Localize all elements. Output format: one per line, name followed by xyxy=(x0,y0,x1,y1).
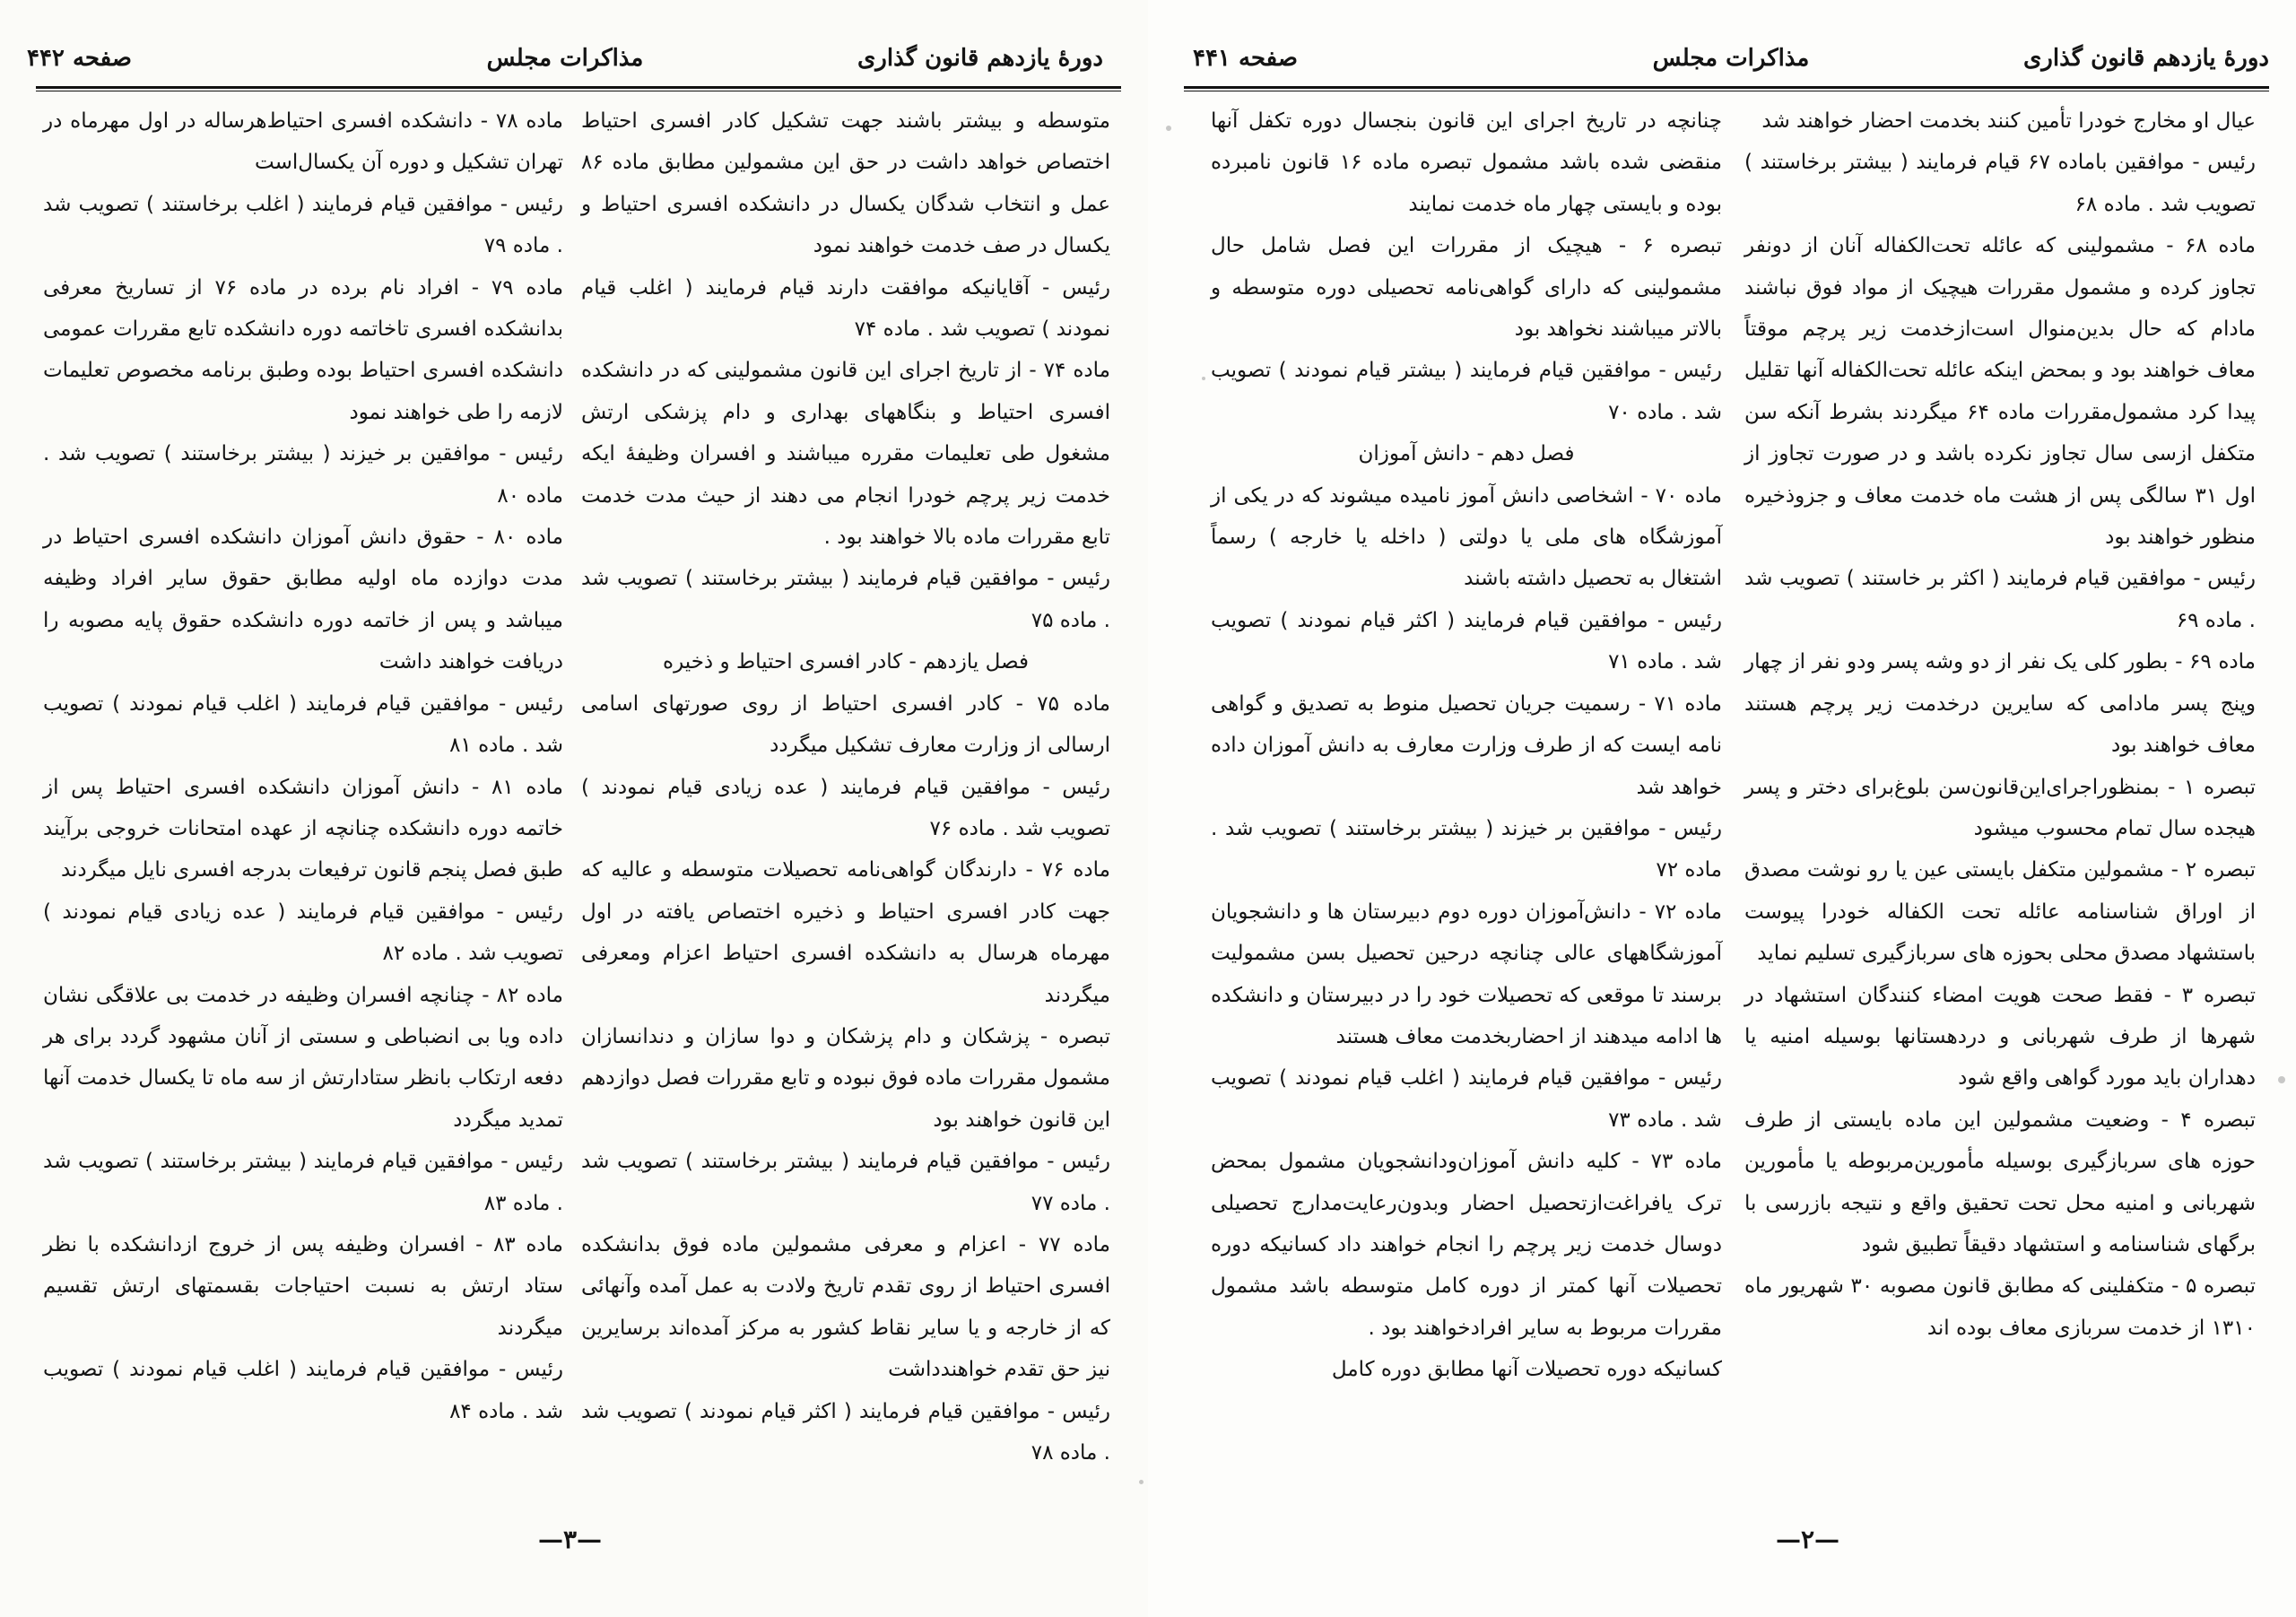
vote-record: رئیس - موافقین قیام فرمایند ( بیشتر برخاستند ) تصویب شد . ماده ۸۳ xyxy=(43,1150,563,1215)
paragraph: کسانیکه دوره تحصیلات آنها مطابق دوره کامل xyxy=(1331,1358,1722,1382)
vote-record: رئیس - موافقین قیام فرمایند ( اکثر قیام نمودند ) تصویب شد . ماده ۷۸ xyxy=(581,1399,1110,1465)
right-page xyxy=(1148,0,2296,1617)
scan-speck xyxy=(1202,377,1205,380)
article-paragraph: ماده ۷۵ - کادر افسری احتیاط از روی صورتهای اسامی ارسالی از وزارت معارف تشکیل میگردد xyxy=(581,691,1110,758)
scan-speck xyxy=(1166,126,1171,131)
article-paragraph: ماده ۷۹ - افراد نام برده در ماده ۷۶ از تساریخ معرفی بدانشکده افسری تاخاتمه دوره دانشکده تابع مقررات عمومی دانشکده افسری احتیاط بوده وطبق برنامه مخصوص تعلیمات لازمه را طی خواهند نمود xyxy=(43,275,564,424)
article-paragraph: ماده ۸۱ - دانش آموزان دانشکده افسری احتیاط پس از خاتمه دوره دانشکده چنانچه از عهده امتحانات خروجی برآیند طبق فصل پنجم قانون ترفیعات بدرجه افسری نایل میگردند xyxy=(43,775,563,882)
vote-record: رئیس - موافقین قیام فرمایند ( اغلب قیام نمودند ) تصویب شد . ماده ۷۳ xyxy=(1211,1066,1722,1132)
page-number: —۲— xyxy=(1776,1525,1840,1554)
vote-record: رئیس - موافقین قیام فرمایند ( اکثر قیام نمودند ) تصویب شد . ماده ۷۱ xyxy=(1211,608,1722,674)
page-label: صفحه ۴۴۲ xyxy=(27,45,132,72)
article-paragraph: ماده ۷۴ - از تاریخ اجرای این قانون مشمولینی که در دانشکده افسری احتیاط و بنگاههای بهداری و دام پزشکی ارتش مشغول طی تعلیمات مقرره میباشند و افسران وظیفهٔ ایکه خدمت زیر پرچم خودرا انجام می دهند از حیث مدت خدمت تابع مقررات ماده بالا خواهند بود . xyxy=(581,359,1110,550)
vote-record: رئیس - موافقین قیام فرمایند ( بیشتر برخاستند ) تصویب شد . ماده ۷۷ xyxy=(581,1150,1110,1215)
header-rule xyxy=(1184,86,2269,89)
article-paragraph: ماده ۷۰ - اشخاصی دانش آموز نامیده میشوند که در یکی از آموزشگاه های ملی یا دولتی ( داخله یا خارجه ) رسماً اشتغال به تحصیل داشته باشند xyxy=(1211,483,1722,591)
scan-speck xyxy=(2278,1076,2285,1083)
note-paragraph: تبصره ۳ - فقط صحت هویت امضاء کنندگان استشهاد در شهرها از طرف شهربانی و دردهستانها بوسیله امنیه یا دهداران باید مورد گواهی واقع شود xyxy=(1744,983,2256,1091)
vote-record: رئیس - موافقین بر خیزند ( بیشتر برخاستند ) تصویب شد . ماده ۷۲ xyxy=(1211,816,1722,882)
paragraph: متوسطه و بیشتر باشند جهت تشکیل کادر افسری احتیاط اختصاص خواهد داشت در حق این مشمولین مطابق ماده ۸۶ عمل و انتخاب شدگان یکسال در دانشکده افسری احتیاط و یکسال در صف خدمت خواهند نمود xyxy=(581,109,1110,258)
note-paragraph: تبصره ۵ - متکفلینی که مطابق قانون مصوبه ۳۰ شهریور ماه ۱۳۱۰ از خدمت سربازی معاف بوده اند xyxy=(1744,1274,2256,1340)
article-paragraph: ماده ۷۳ - کلیه دانش آموزان‌ودانشجویان مشمول بمحض ترک یافراغت‌ازتحصیل احضار وبدون‌رعایت‌مدارج تحصیلی دوسال خدمت زیر پرچم را انجام خواهند داد کسانیکه دوره تحصیلات آنها کمتر از دوره کامل متوسطه باشد مشمول مقررات مربوط به سایر افرادخواهند بود . xyxy=(1211,1150,1722,1340)
vote-record: رئیس - موافقین بر خیزند ( بیشتر برخاستند ) تصویب شد . ماده ۸۰ xyxy=(43,442,563,508)
note-paragraph: تبصره - پزشکان و دام پزشکان و دوا سازان و دندانسازان مشمول مقررات ماده فوق نبوده و تابع مقررات فصل دوازدهم این قانون خواهند بود xyxy=(580,1024,1110,1132)
vote-record: رئیس - موافقین قیام فرمایند ( عده زیادی قیام نمودند ) تصویب شد . ماده ۸۲ xyxy=(43,900,563,966)
scan-speck xyxy=(1139,1480,1144,1484)
vote-record: رئیس - موافقین باماده ۶۷ قیام فرمایند ( بیشتر برخاستند ) تصویب شد . ماده ۶۸ xyxy=(1744,151,2256,216)
right-page-header xyxy=(1184,30,2269,86)
paragraph: عیال او مخارج خودرا تأمین کنند بخدمت احضار خواهند شد xyxy=(1761,109,2256,133)
note-paragraph: تبصره ۶ - هیچیک از مقررات این فصل شامل حال مشمولینی که دارای گواهی‌نامه تحصیلی دوره متوسطه و بالاتر میباشند نخواهد بود xyxy=(1211,234,1722,342)
article-paragraph: ماده ۸۰ - حقوق دانش آموزان دانشکده افسری احتیاط در مدت دوازده ماه اولیه مطابق حقوق سایر افراد وظیفه میباشد و پس از خاتمه دوره دانشکده حقوق پایه مصوبه را دریافت خواهند داشت xyxy=(43,526,564,674)
paragraph: چنانچه در تاریخ اجرای این قانون بنجسال دوره تکفل آنها منقضی شده باشد مشمول تبصره ماده ۱۶ قانون نامبرده بوده و بایستی چهار ماه خدمت نمایند xyxy=(1211,109,1722,216)
page-number: —۳— xyxy=(538,1525,603,1554)
article-paragraph: ماده ۸۲ - چنانچه افسران وظیفه در خدمت بی علاقگی نشان داده ویا بی انضباطی و سستی از آنان مشهود گردد برای هر دفعه ارتکاب بانظر ستادارتش از سه ماه تا یکسال خدمت آنها تمدید میگردد xyxy=(43,983,563,1132)
vote-record: رئیس - آقایانیکه موافقت دارند قیام فرمایند ( اغلب قیام نمودند ) تصویب شد . ماده ۷۴ xyxy=(581,275,1110,342)
right-page-left-column xyxy=(1211,100,1722,1391)
article-paragraph: ماده ۷۸ - دانشکده افسری احتیاط‌هرساله در اول مهرماه در تهران تشکیل و دوره آن یکسال‌است xyxy=(43,109,563,175)
note-paragraph: تبصره ۱ - بمنظوراجرای‌این‌قانون‌سن بلوغ‌برای دختر و پسر هیجده سال تمام محسوب میشود xyxy=(1744,775,2256,840)
vote-record: رئیس - موافقین قیام فرمایند ( اغلب قیام نمودند ) تصویب شد . ماده ۸۱ xyxy=(43,691,563,758)
article-paragraph: ماده ۶۹ - بطور کلی یک نفر از دو وشه پسر ودو نفر از چهار وپنج پسر مادامی که سایرین درخدمت زیر پرچم هستند معاف خواهند بود xyxy=(1744,650,2257,758)
article-paragraph: ماده ۷۶ - دارندگان گواهی‌نامه تحصیلات متوسطه و عالیه که جهت کادر افسری احتیاط و ذخیره اختصاص یافته در اول مهرماه هرسال به دانشکده افسری احتیاط اعزام ومعرفی میگردند xyxy=(581,858,1110,1007)
vote-record: رئیس - موافقین قیام فرمایند ( بیشتر قیام نمودند ) تصویب شد . ماده ۷۰ xyxy=(1211,359,1722,424)
header-rule xyxy=(36,86,1121,89)
vote-record: رئیس - موافقین قیام فرمایند ( اغلب قیام نمودند ) تصویب شد . ماده ۸۴ xyxy=(43,1358,563,1423)
vote-record: رئیس - موافقین قیام فرمایند ( اکثر بر خاستند ) تصویب شد . ماده ۶۹ xyxy=(1744,567,2256,632)
debates-title: مذاکرات مجلس xyxy=(486,45,644,72)
right-page-right-column xyxy=(1744,100,2256,1349)
article-paragraph: ماده ۸۳ - افسران وظیفه پس از خروج ازدانشکده با نظر ستاد ارتش به نسبت احتیاجات بقسمتهای ارتش تقسیم میگردند xyxy=(43,1232,563,1340)
session-title: دورهٔ یازدهم قانون گذاری xyxy=(2022,45,2269,72)
left-page-right-column xyxy=(581,100,1110,1474)
article-paragraph: ماده ۷۱ - رسمیت جریان تحصیل منوط به تصدیق و گواهی نامه ایست که از طرف وزارت معارف به دانش آموزان داده خواهد شد xyxy=(1211,691,1722,799)
left-page-header xyxy=(18,30,1103,86)
note-paragraph: تبصره ۴ - وضعیت مشمولین این ماده بایستی از طرف حوزه های سربازگیری بوسیله مأمورین‌مربوطه یا مأمورین شهربانی و امنیه محل تحت تحقیق واقع و نتیجه بازرسی با برگهای شناسنامه و استشهاد دقیقاً تطبیق شود xyxy=(1744,1108,2257,1256)
debates-title: مذاکرات مجلس xyxy=(1652,45,1810,72)
article-paragraph: ماده ۷۷ - اعزام و معرفی مشمولین ماده فوق بدانشکده افسری احتیاط از روی تقدم تاریخ ولادت به عمل آمده وآنهائی که از خارجه و یا سایر نقاط کشور به مرکز آمده‌اند برسایرین نیز حق تقدم خواهندداشت xyxy=(581,1232,1110,1382)
article-paragraph: ماده ۶۸ - مشمولینی که عائله تحت‌الکفاله آنان از دونفر تجاوز کرده و مشمول مقررات هیچیک از مواد فوق نباشند مادام که حال بدین‌منوال است‌ازخدمت زیر پرچم موقتاً معاف خواهند بود و بمحض اینکه عائله تحت‌الکفاله آنها تقلیل پیدا کرد مشمول‌مقررات ماده ۶۴ میگردند بشرط آنکه سن متکفل ازسی سال تجاوز نکرده باشد و در صورت تجاوز از اول ۳۱ سالگی پس از هشت ماه خدمت معاف و جزوذخیره منظور خواهند بود xyxy=(1744,234,2256,550)
note-paragraph: تبصره ۲ - مشمولین متکفل بایستی عین یا رو نوشت مصدق از اوراق شناسنامه عائله تحت الکفاله خودرا پیوست باستشهاد مصدق محلی بحوزه های سربازگیری تسلیم نماید xyxy=(1744,858,2256,966)
chapter-heading: فصل دهم - دانش آموزان xyxy=(1358,442,1575,466)
vote-record: رئیس - موافقین قیام فرمایند ( اغلب برخاستند ) تصویب شد . ماده ۷۹ xyxy=(43,192,563,258)
page-label: صفحه ۴۴۱ xyxy=(1193,45,1298,72)
vote-record: رئیس - موافقین قیام فرمایند ( عده زیادی قیام نمودند ) تصویب شد . ماده ۷۶ xyxy=(581,775,1110,840)
left-page-left-column xyxy=(43,100,563,1432)
chapter-heading: فصل یازدهم - کادر افسری احتیاط و ذخیره xyxy=(663,650,1029,674)
vote-record: رئیس - موافقین قیام فرمایند ( بیشتر برخاستند ) تصویب شد . ماده ۷۵ xyxy=(581,567,1110,632)
session-title: دورهٔ یازدهم قانون گذاری xyxy=(857,45,1103,72)
article-paragraph: ماده ۷۲ - دانش‌آموزان دوره دوم دبیرستان ها و دانشجویان آموزشگاههای عالی چنانچه درحین تحصیل بسن مشمولیت برسند تا موقعی که تحصیلات خود را در دبیرستان و دانشکده ها ادامه میدهند از احضاربخدمت معاف هستند xyxy=(1211,900,1722,1048)
